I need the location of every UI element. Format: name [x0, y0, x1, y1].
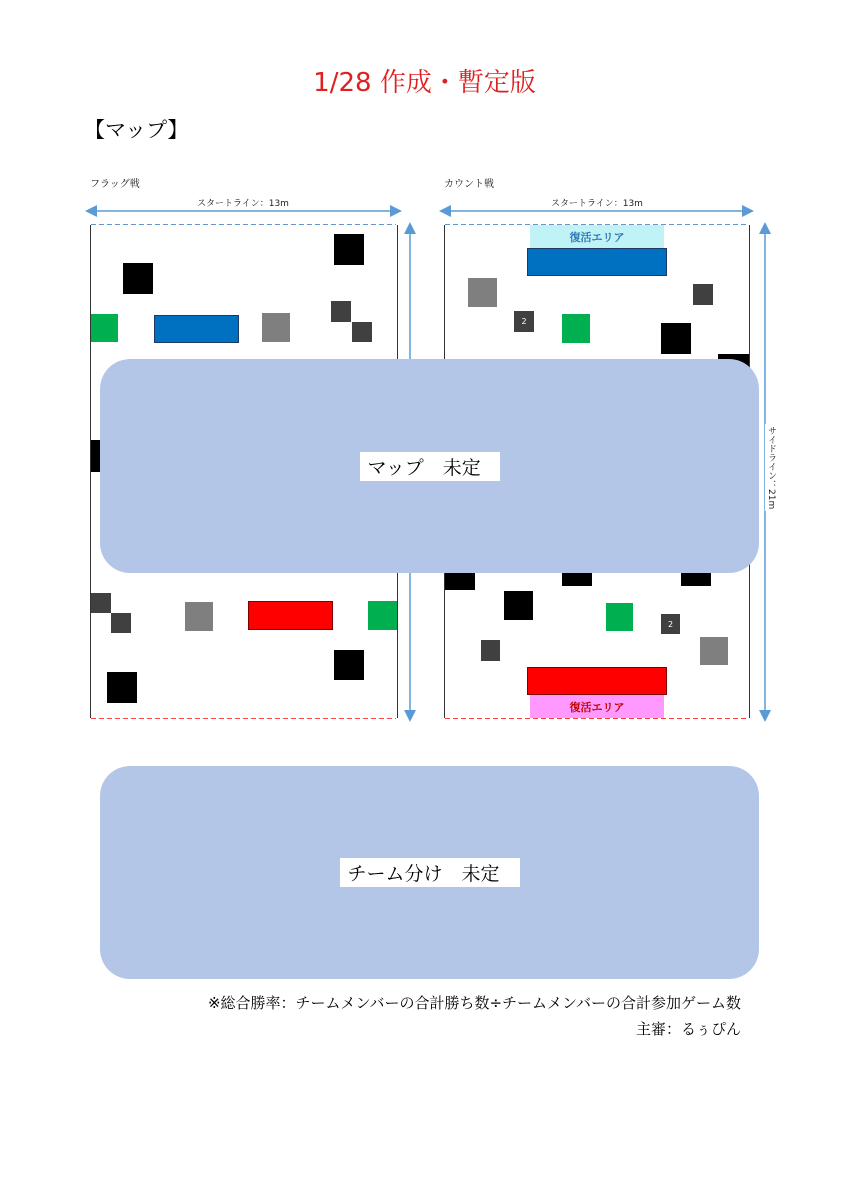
obstacle-black [445, 573, 475, 590]
win-rate-footnote: ※総合勝率：チームメンバーの合計勝ち数÷チームメンバーの合計参加ゲーム数 [207, 994, 741, 1012]
map-undecided-overlay [100, 359, 759, 573]
obstacle-black [334, 650, 364, 680]
flag-start-line-label: スタートライン：13m [194, 196, 292, 209]
obstacle-black [504, 591, 533, 620]
obstacle-green [368, 601, 397, 630]
side-line-label: サイドライン：21m [766, 426, 776, 510]
obstacle-dark [111, 613, 131, 633]
map-undecided-text: マップ 未定 [360, 452, 500, 481]
marker-2: 2 [661, 614, 680, 634]
revive-area-bottom: 復活エリア [530, 695, 664, 718]
team-undecided-text: チーム分け 未定 [340, 858, 520, 887]
blue-team-base [527, 248, 667, 276]
team-undecided-overlay [100, 766, 759, 979]
obstacle-dark [352, 322, 372, 342]
red-team-base [527, 667, 667, 695]
obstacle-gray [468, 278, 497, 307]
page-title: 1/28 作成・暫定版 [313, 68, 536, 98]
flag-map-label: フラッグ戦 [90, 179, 140, 190]
obstacle-black [661, 323, 691, 354]
count-start-line-label: スタートライン：13m [548, 196, 646, 209]
obstacle-gray [700, 637, 728, 665]
revive-area-top: 復活エリア [530, 225, 664, 248]
red-team-base [248, 601, 333, 630]
obstacle-black [562, 573, 592, 586]
organizer-note: 主審：るぅぴん [635, 1020, 741, 1038]
section-heading-map: 【マップ】 [84, 118, 189, 142]
obstacle-black [334, 234, 364, 265]
obstacle-green [91, 314, 118, 342]
obstacle-dark [693, 284, 713, 305]
count-map-label: カウント戦 [444, 179, 494, 190]
obstacle-black [681, 573, 711, 586]
marker-2: 2 [514, 311, 534, 332]
obstacle-black [123, 263, 153, 294]
obstacle-green [606, 603, 633, 631]
obstacle-dark [331, 301, 351, 322]
obstacle-dark [91, 593, 111, 613]
obstacle-dark [481, 640, 500, 661]
obstacle-gray [262, 313, 290, 342]
obstacle-gray [185, 602, 213, 631]
obstacle-green [562, 314, 590, 343]
obstacle-black [107, 672, 137, 703]
blue-team-base [154, 315, 239, 343]
